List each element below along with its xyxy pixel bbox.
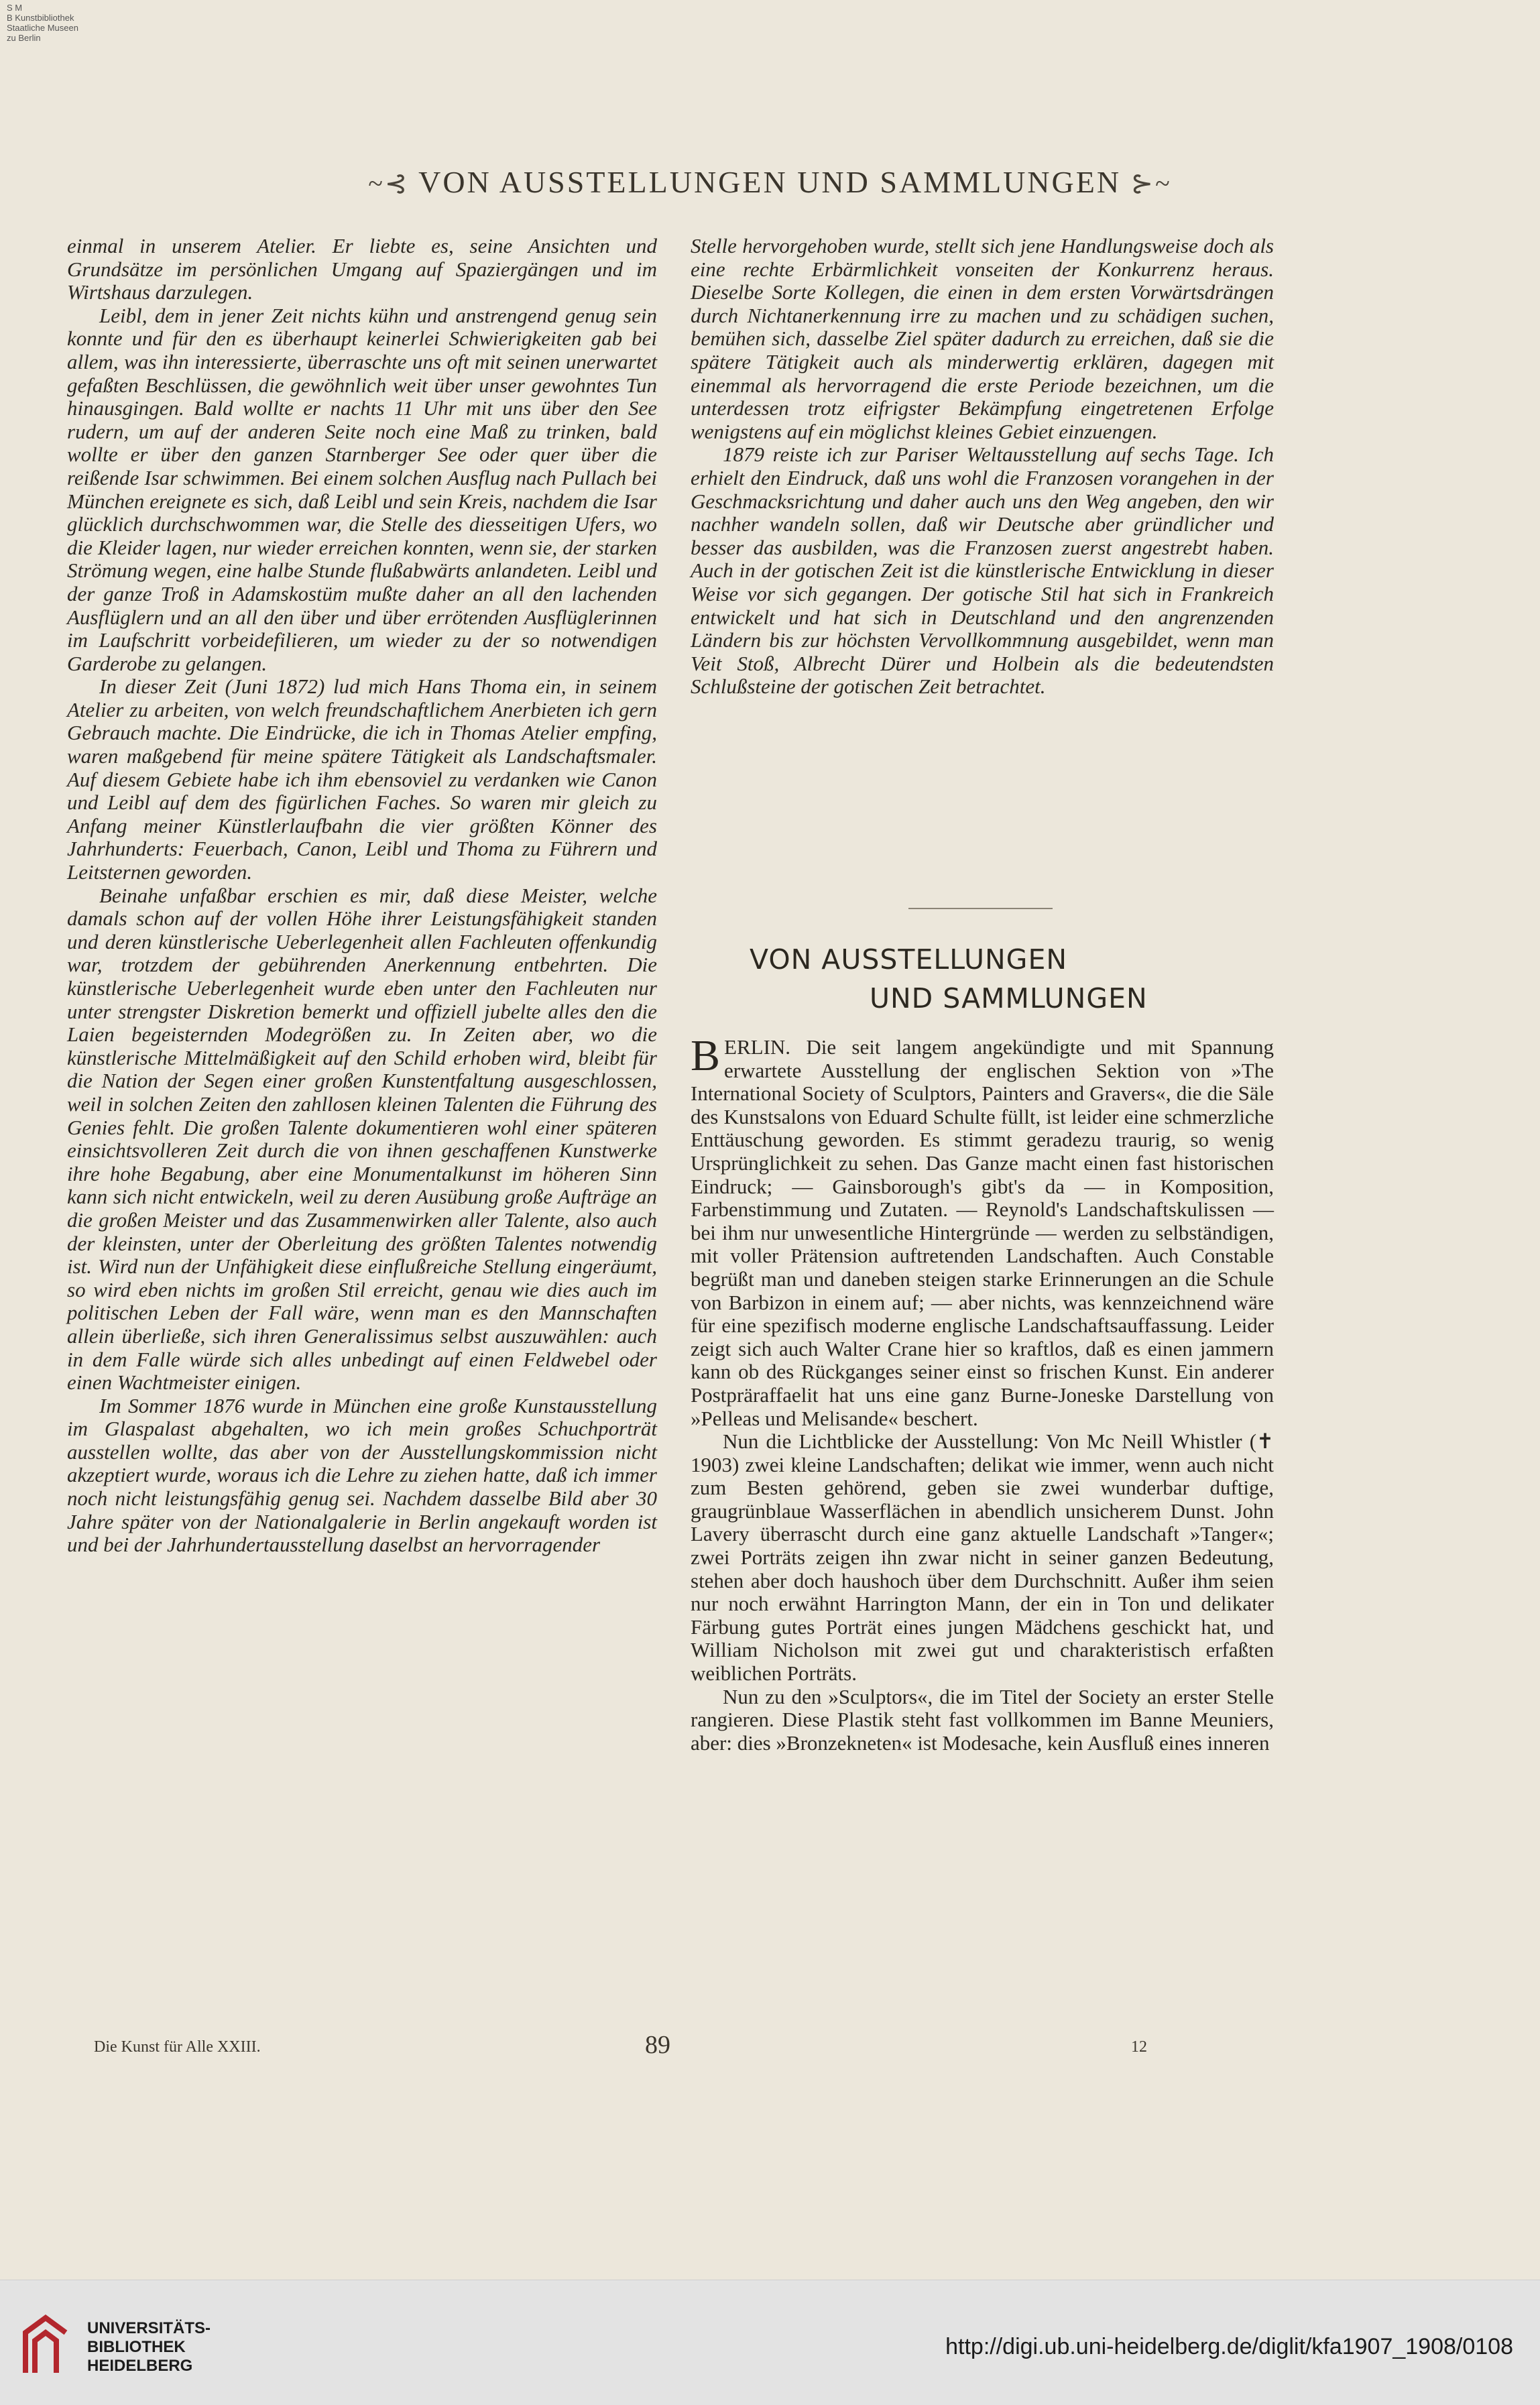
paragraph: Nun die Lichtblicke der Ausstellung: Von Mc Neill Whistler (✝ 1903) zwei kleine Landschaften; delikat wie immer, wenn auch nicht zum Besten gehörend, geben sie zwei wunderbar duftige, graugrünblaue Wasserflächen in abendlich unsicherem Dunst. John Lavery überrascht durch eine ganz aktuelle Landschaft »Tanger«; zwei Porträts zeigen ihn zwar nicht in seiner ganzen Bedeutung, stehen aber doch haushoch über dem Durchschnitt. Außer ihm seien nur noch erwähnt Harrington Mann, der ein in Ton und delikater Färbung gutes Porträt eines jungen Mädchens geschickt hat, und William Nicholson mit zwei gut und charakteristisch erfaßten weiblichen Porträts. bbox=[691, 1429, 1274, 1686]
running-head-text: VON AUSSTELLUNGEN UND SAMMLUNGEN bbox=[418, 165, 1122, 199]
paragraph: einmal in unserem Atelier. Er liebte es, seine Ansichten und Grundsätze im persönlichen Umgang auf Spaziergängen und im Wirtshaus darzulegen. bbox=[67, 234, 657, 304]
drop-cap: B bbox=[691, 1031, 721, 1080]
footer-journal-title: Die Kunst für Alle XXIII. bbox=[94, 2038, 261, 2056]
stamp-line: Staatliche Museen bbox=[7, 23, 78, 33]
section-divider bbox=[908, 908, 1053, 909]
paragraph: Nun zu den »Sculptors«, die im Titel der Society an erster Stelle rangieren. Diese Plastik steht fast vollkommen im Banne Meuniers, aber: dies »Bronzekneten« ist Modesache, kein Ausfluß eines inneren bbox=[691, 1684, 1274, 1755]
right-ornament-icon: ⊱~ bbox=[1130, 168, 1172, 198]
paragraph: Leibl, dem in jener Zeit nichts kühn und anstrengend genug sein konnte und für den es überhaupt keinerlei Schwierigkeiten gab bei allem, was ihn interessierte, überraschte uns oft mit seinen unerwartet gefaßten Beschlüssen, die gewöhnlich weit über unser gewohntes Tun hinausgingen. Bald wollte er nachts 11 Uhr mit uns über den See rudern, um auf der anderen Seite noch eine Maß zu trinken, bald wollte er über den ganzen Starnberger See oder quer über die reißende Isar schwimmen. Bei einem solchen Ausflug nach Pullach bei München ereignete es sich, daß Leibl und sein Kreis, nachdem die Isar glücklich durchschwommen war, die Stelle des diesseitigen Ufers, wo die Kleider lagen, nur wieder erreichen konnten, wenn sie, der starken Strömung wegen, eine halbe Stunde flußabwärts anlandeten. Leibl und der ganze Troß in Adamskostüm mußte daher an all den lachenden Ausflüglern und an all den über und über errötenden Ausflüglerinnen im Laufschritt vorbeidefilieren, um wieder zu der so notwendigen Garderobe zu gelangen. bbox=[67, 303, 657, 675]
stamp-line: zu Berlin bbox=[7, 33, 41, 43]
section-heading-line: UND SAMMLUNGEN bbox=[870, 982, 1148, 1014]
page-number: 89 bbox=[645, 2031, 670, 2059]
library-stamp bbox=[7, 3, 78, 43]
left-column bbox=[67, 235, 657, 1557]
section-heading bbox=[691, 940, 1274, 1018]
stamp-line: S M bbox=[7, 3, 23, 13]
running-head bbox=[0, 164, 1540, 200]
article-opening-text: ERLIN. Die seit langem angekündigte und mit Spannung erwartete Ausstellung der englischen Sektion von »The International Society of Sculptors, Painters and Gravers«, die die Säle des Kunstsalons von Eduard Schulte füllt, ist leider eine schmerzliche Enttäuschung geworden. Es stimmt geradezu traurig, so wenig Ursprünglichkeit zu sehen. Das Ganze macht einen fast historischen Eindruck; — Gainsborough's gibt's da — in Komposition, Farbenstimmung und Zutaten. — Reynold's Landschaftskulissen — bei ihm nur unwesentliche Hintergründe — werden zu selbständigen, mit voller Prätension auftretenden Landschaften. Auch Constable begrüßt man und daneben steigen starke Erinnerungen an die Schule von Barbizon in einem auf; — aber nichts, was kennzeichnend wäre für eine spezifisch moderne englische Landschaftsauffassung. Leider zeigt sich auch Walter Crane hier so kraftlos, daß es einen jammern kann ob des Rückganges seiner einst so frischen Kunst. Ein anderer Postpräraffaelit hat uns eine ganz Burne-Joneske Darstellung von »Pelleas und Melisande« beschert. bbox=[691, 1035, 1274, 1430]
logo-line: UNIVERSITÄTS- bbox=[87, 2319, 211, 2337]
paragraph: In dieser Zeit (Juni 1872) lud mich Hans Thoma ein, in seinem Atelier zu arbeiten, von welch freundschaftlichem Anerbieten ich gern Gebrauch machte. Die Eindrücke, die ich in Thomas Atelier empfing, waren maßgebend für meine spätere Tätigkeit als Landschaftsmaler. Auf diesem Gebiete habe ich ihm ebensoviel zu verdanken wie Canon und Leibl auf dem des figürlichen Faches. So waren mir gleich zu Anfang meiner Künstlerlaufbahn die vier größten Könner des Jahrhunderts: Feuerbach, Canon, Leibl und Thoma zu Führern und Leitsternen geworden. bbox=[67, 674, 657, 884]
viewer-footer-bar bbox=[0, 2280, 1540, 2405]
stamp-line: B Kunstbibliothek bbox=[7, 13, 74, 23]
university-logo-icon bbox=[19, 2312, 72, 2377]
document-url-link[interactable]: http://digi.ub.uni-heidelberg.de/diglit/kfa1907_1908/0108 bbox=[945, 2334, 1513, 2359]
paragraph: Stelle hervorgehoben wurde, stellt sich jene Handlungsweise doch als eine rechte Erbärmlichkeit vonseiten der Konkurrenz heraus. Dieselbe Sorte Kollegen, die einen in dem ersten Vorwärtsdrängen durch Nichtanerkennung irre zu machen und zu schädigen suchen, bemühen sich, dasselbe Ziel später dadurch zu erreichen, daß sie die spätere Tätigkeit auch als minderwertig erklären, dagegen mit einemmal als hervorragend die erste Periode bezeichnen, um die unterdessen trotz eifrigster Bekämpfung eingetretenen Erfolge wenigstens auf ein möglichst kleines Gebiet einzuengen. bbox=[691, 234, 1274, 443]
university-logo-text[interactable] bbox=[87, 2319, 211, 2375]
left-ornament-icon: ~⊰ bbox=[368, 168, 410, 198]
paragraph: Beinahe unfaßbar erschien es mir, daß diese Meister, welche damals schon auf der vollen Höhe ihrer Leistungsfähigkeit standen und deren künstlerische Ueberlegenheit allen Fachleuten offenkundig war, trotzdem der gebührenden Anerkennung entbehrten. Die künstlerische Ueberlegenheit wurde eben unter den Fachleuten nur unter strengster Diskretion bemerkt und offiziell jubelte alles den die Laien begeisternden Modegrößen zu. In Zeiten aber, wo die künstlerische Mittelmäßigkeit auf den Schild erhoben wird, bleibt für die Nation der Segen einer großen Kunstentfaltung ausgeschlossen, weil in solchen Zeiten den zahllosen kleinen Talenten die Führung des Genies fehlt. Die großen Talente dokumentieren wohl einer späteren einsichtsvolleren Zeit durch die von ihnen geschaffenen Kunstwerke ihre hohe Begabung, aber eine Monumentalkunst im höheren Sinn kann sich nicht entwickeln, weil zu deren Ausübung große Aufträge an die großen Meister und das Zusammenwirken aller Talente, also auch der kleinsten, unter der Oberleitung des größten Talentes notwendig ist. Wird nun der Unfähigkeit diese einflußreiche Stellung eingeräumt, so wird eben nichts im großen Stil erreicht, genau wie dies auch im politischen Leben der Fall wäre, wenn man es den Mannschaften allein überließe, sich ihren Generalissimus selbst auszuwählen: auch in dem Falle würde sich alles unbedingt auf einen Feldwebel oder einen Wachtmeister einigen. bbox=[67, 883, 657, 1395]
signature-mark: 12 bbox=[1131, 2038, 1147, 2056]
logo-line: BIBLIOTHEK bbox=[87, 2338, 186, 2356]
paragraph: Im Sommer 1876 wurde in München eine große Kunstausstellung im Glaspalast abgehalten, wo ich mein großes Schuchporträt ausstellen wollte, das aber von der Ausstellungskommission nicht akzeptiert wurde, woraus ich die Lehre zu ziehen hatte, daß ich immer noch nicht leistungsfähig genug sei. Nachdem dasselbe Bild aber 30 Jahre später von der Nationalgalerie in Berlin angekauft worden ist und bei der Jahrhundertausstellung daselbst an hervorragender bbox=[67, 1393, 657, 1557]
right-column-continuation bbox=[691, 235, 1274, 699]
article-column bbox=[691, 1031, 1274, 1755]
paragraph: 1879 reiste ich zur Pariser Weltausstellung auf sechs Tage. Ich erhielt den Eindruck, daß uns wohl die Franzosen vorangehen in der Geschmacksrichtung und daher auch uns den Weg angeben, den wir nachher wandeln sollen, daß wir Deutsche aber gründlicher und besser das ausbilden, was die Franzosen zuerst angestrebt haben. Auch in der gotischen Zeit ist die künstlerische Entwicklung in dieser Weise vor sich gegangen. Der gotische Stil hat sich in Frankreich entwickelt und hat sich in Deutschland und den angrenzenden Ländern bis zur höchsten Vervollkommnung ausgebildet, wenn man Veit Stoß, Albrecht Dürer und Holbein als die bedeutendsten Schlußsteine der gotischen Zeit betrachtet. bbox=[691, 443, 1274, 699]
logo-line: HEIDELBERG bbox=[87, 2357, 193, 2375]
article-opening bbox=[691, 1031, 1274, 1430]
section-heading-line: VON AUSSTELLUNGEN bbox=[750, 943, 1068, 976]
